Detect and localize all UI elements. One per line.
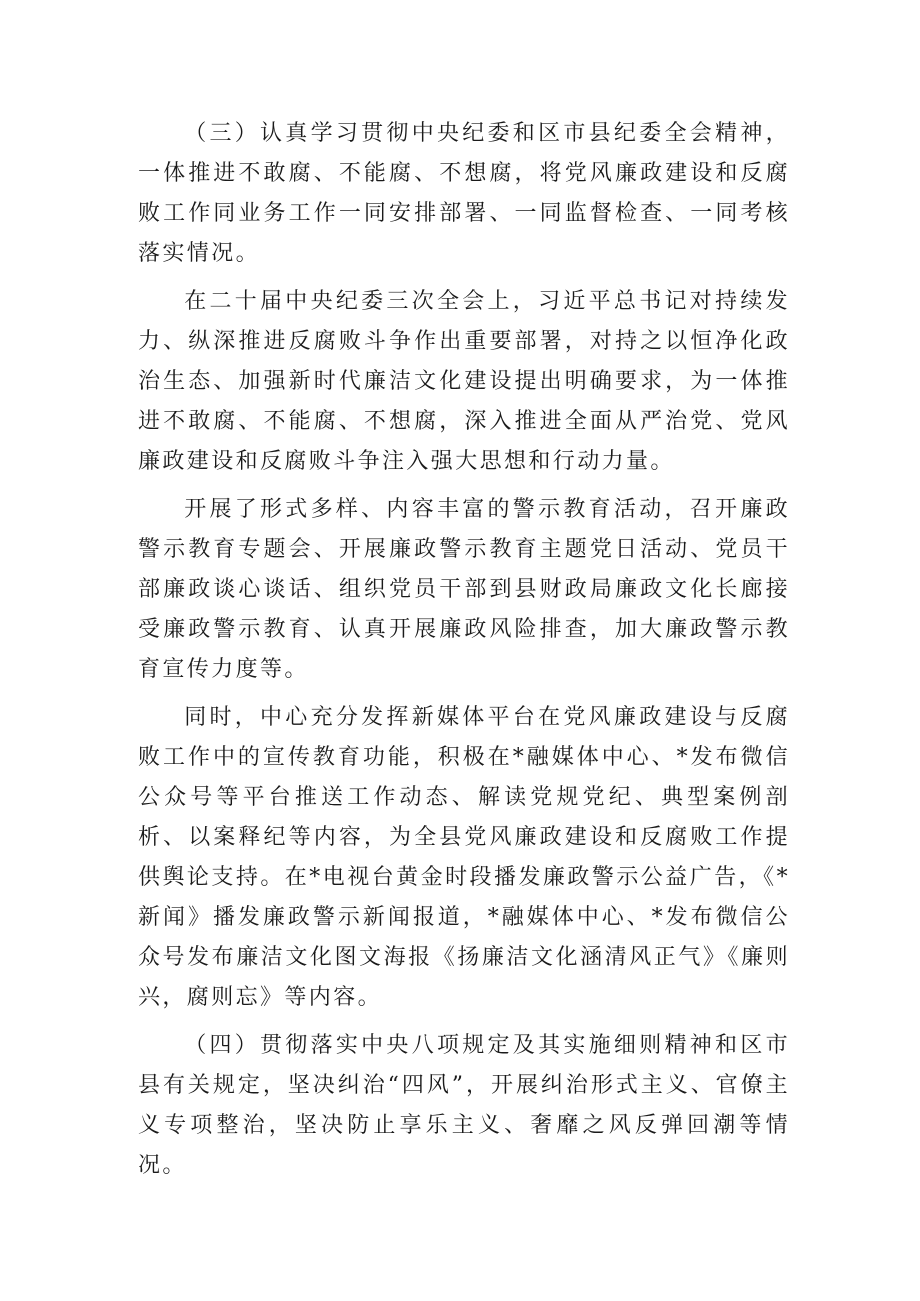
paragraph-section-three: （三）认真学习贯彻中央纪委和区市县纪委全会精神，一体推进不敢腐、不能腐、不想腐，将党风廉政建设和反腐败工作同业务工作一同安排部署、一同监督检查、一同考核落实情况。 [138,121,790,266]
paragraph-new-media: 同时，中心充分发挥新媒体平台在党风廉政建设与反腐败工作中的宣传教育功能，积极在*融媒体中心、*发布微信公众号等平台推送工作动态、解读党规党纪、典型案例剖析、以案释纪等内容，为全县党风廉政建设和反腐败工作提供舆论支持。在*电视台黄金时段播发廉政警示公益广告，《*新闻》播发廉政警示新闻报道，*融媒体中心、*发布微信公众号发布廉洁文化图文海报《扬廉洁文化涵清风正气》《廉则兴，腐则忘》等内容。 [138,705,790,1010]
paragraph-plenary-session: 在二十届中央纪委三次全会上，习近平总书记对持续发力、纵深推进反腐败斗争作出重要部署，对持之以恒净化政治生态、加强新时代廉洁文化建设提出明确要求，为一体推进不敢腐、不能腐、不想腐，深入推进全面从严治党、党风廉政建设和反腐败斗争注入强大思想和行动力量。 [138,289,790,474]
paragraph-section-four: （四）贯彻落实中央八项规定及其实施细则精神和区市县有关规定，坚决纠治“四风”，开展纠治形式主义、官僚主义专项整治，坚决防止享乐主义、奢靡之风反弹回潮等情况。 [138,1033,790,1178]
document-body [138,114,790,1186]
paragraph-warning-education: 开展了形式多样、内容丰富的警示教育活动，召开廉政警示教育专题会、开展廉政警示教育主题党日活动、党员干部廉政谈心谈话、组织党员干部到县财政局廉政文化长廊接受廉政警示教育、认真开展廉政风险排查，加大廉政警示教育宣传力度等。 [138,497,790,682]
